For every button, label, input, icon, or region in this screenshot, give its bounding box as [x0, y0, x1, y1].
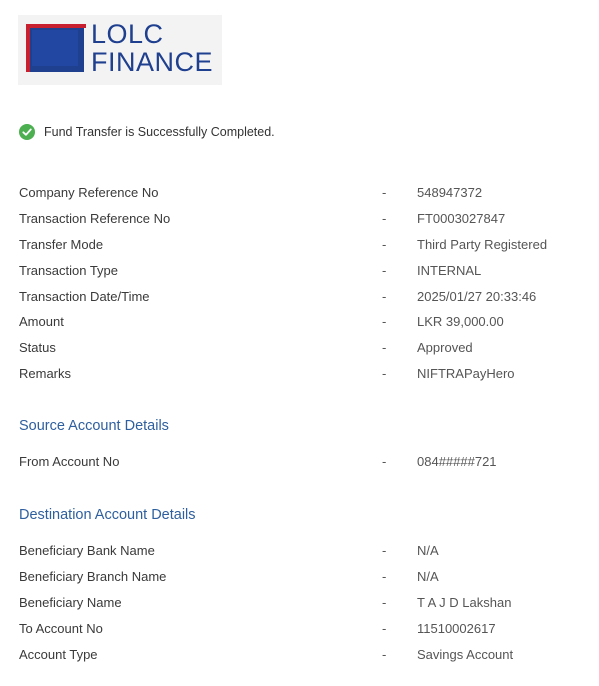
detail-label: Beneficiary Branch Name — [19, 568, 167, 584]
detail-row-transaction-type — [19, 263, 589, 289]
detail-separator: - — [382, 288, 387, 304]
detail-value: INTERNAL — [417, 262, 482, 278]
detail-value: Savings Account — [417, 646, 514, 662]
detail-value: FT0003027847 — [417, 210, 506, 226]
detail-row-transaction-reference — [19, 211, 589, 237]
detail-value: Approved — [417, 340, 473, 356]
detail-separator: - — [382, 594, 387, 610]
source-account-heading: Source Account Details — [19, 418, 169, 434]
detail-row-to-account — [19, 621, 589, 647]
logo-line-2: FINANCE — [91, 47, 214, 77]
detail-separator: - — [382, 543, 387, 558]
detail-separator: - — [382, 236, 387, 252]
destination-account-details — [19, 543, 589, 672]
detail-row-remarks — [19, 366, 589, 392]
detail-row-beneficiary-bank — [19, 543, 589, 569]
detail-label: From Account No — [19, 454, 120, 469]
destination-account-heading: Destination Account Details — [19, 507, 196, 523]
detail-value: 2025/01/27 20:33:46 — [417, 288, 537, 304]
detail-separator: - — [382, 620, 387, 636]
detail-row-beneficiary-branch — [19, 569, 589, 595]
detail-value: T A J D Lakshan — [417, 594, 512, 610]
detail-separator: - — [382, 366, 387, 382]
detail-value: LKR 39,000.00 — [417, 314, 504, 330]
detail-row-transaction-datetime — [19, 289, 589, 315]
detail-separator: - — [382, 568, 387, 584]
success-text: Fund Transfer is Successfully Completed. — [44, 125, 275, 139]
detail-label: To Account No — [19, 620, 103, 636]
detail-value: NIFTRAPayHero — [417, 366, 515, 382]
detail-row-status — [19, 340, 589, 366]
logo-mark-icon — [26, 24, 86, 74]
detail-row-account-type — [19, 647, 589, 673]
detail-label: Beneficiary Name — [19, 594, 122, 610]
detail-label: Account Type — [19, 646, 98, 662]
detail-separator: - — [382, 185, 387, 200]
detail-value: N/A — [417, 568, 439, 584]
detail-label: Transaction Type — [19, 262, 118, 278]
logo-wordmark — [91, 20, 213, 76]
detail-separator: - — [382, 314, 387, 330]
detail-separator: - — [382, 210, 387, 226]
detail-separator: - — [382, 454, 387, 469]
detail-value: N/A — [417, 543, 439, 558]
detail-label: Transaction Date/Time — [19, 288, 150, 304]
detail-separator: - — [382, 262, 387, 278]
detail-row-company-reference — [19, 185, 589, 211]
detail-separator: - — [382, 340, 387, 356]
detail-row-amount — [19, 314, 589, 340]
detail-label: Beneficiary Bank Name — [19, 543, 155, 558]
detail-value: 11510002617 — [417, 620, 496, 636]
detail-value: Third Party Registered — [417, 236, 548, 252]
detail-row-beneficiary-name — [19, 595, 589, 621]
detail-value: 548947372 — [417, 185, 483, 200]
detail-label: Amount — [19, 314, 64, 330]
detail-separator: - — [382, 646, 387, 662]
detail-label: Status — [19, 340, 56, 356]
check-circle-icon — [19, 124, 35, 140]
logo-line-1: LOLC — [91, 19, 164, 49]
detail-row-from-account — [19, 454, 589, 480]
success-message — [19, 124, 275, 140]
lolc-finance-logo — [18, 15, 222, 85]
detail-label: Company Reference No — [19, 185, 159, 200]
detail-label: Remarks — [19, 366, 72, 382]
transaction-details — [19, 185, 589, 392]
source-account-details — [19, 454, 589, 480]
detail-value: 084#####721 — [417, 454, 497, 469]
detail-label: Transaction Reference No — [19, 210, 171, 226]
detail-label: Transfer Mode — [19, 236, 104, 252]
detail-row-transfer-mode — [19, 237, 589, 263]
